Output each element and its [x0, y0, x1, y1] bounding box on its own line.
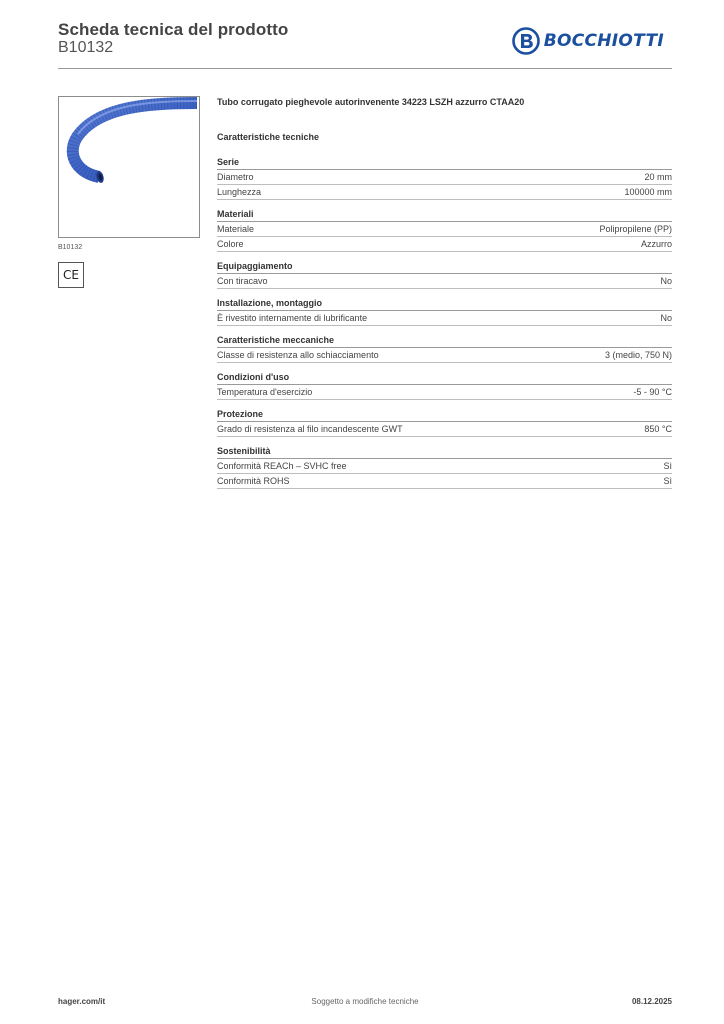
spec-label: Conformità REACh – SVHC free — [217, 461, 347, 471]
spec-row — [217, 311, 672, 326]
spec-group-title: Equipaggiamento — [217, 260, 672, 274]
spec-group — [217, 297, 672, 326]
spec-row — [217, 422, 672, 437]
footer-date: 08.12.2025 — [631, 997, 672, 1006]
spec-label: È rivestito internamente di lubrificante — [217, 313, 368, 323]
spec-row — [217, 274, 672, 289]
spec-content — [217, 94, 672, 489]
section-title: Caratteristiche tecniche — [217, 132, 320, 142]
image-caption: B10132 — [58, 244, 83, 251]
spec-row — [217, 185, 672, 200]
spec-value: -5 - 90 °C — [633, 387, 672, 397]
spec-label: Diametro — [217, 172, 254, 182]
spec-row — [217, 348, 672, 363]
spec-value: Azzurro — [640, 239, 672, 249]
spec-row — [217, 237, 672, 252]
spec-group-title: Protezione — [217, 408, 672, 422]
spec-label: Temperatura d'esercizio — [217, 387, 313, 397]
spec-group-title: Condizioni d'uso — [217, 371, 672, 385]
spec-row — [217, 385, 672, 400]
footer-site-link[interactable]: hager.com/it — [58, 997, 106, 1006]
spec-value: Sì — [663, 461, 672, 471]
spec-label: Grado di resistenza al filo incandescente GWT — [217, 424, 403, 434]
spec-value: No — [660, 313, 672, 323]
spec-value: 20 mm — [644, 172, 672, 182]
spec-label: Conformità ROHS — [217, 476, 290, 486]
spec-group-title: Serie — [217, 156, 672, 170]
spec-row — [217, 474, 672, 489]
spec-group — [217, 260, 672, 289]
spec-group — [217, 408, 672, 437]
spec-group-title: Sostenibilità — [217, 445, 672, 459]
spec-row — [217, 459, 672, 474]
brand-name: BOCCHIOTTI — [543, 31, 664, 51]
spec-group — [217, 445, 672, 489]
spec-label: Materiale — [217, 224, 255, 234]
spec-group-title: Caratteristiche meccaniche — [217, 334, 672, 348]
footer-note: Soggetto a modifiche tecniche — [311, 997, 419, 1006]
spec-label: Con tiracavo — [217, 276, 268, 286]
spec-row — [217, 222, 672, 237]
product-image — [58, 96, 200, 238]
document-title: Scheda tecnica del prodotto — [58, 20, 289, 39]
spec-label: Lunghezza — [217, 187, 262, 197]
spec-group — [217, 156, 672, 200]
spec-value: Polipropilene (PP) — [599, 224, 672, 234]
spec-value: 3 (medio, 750 N) — [604, 350, 672, 360]
spec-row — [217, 170, 672, 185]
spec-value: No — [660, 276, 672, 286]
product-code: B10132 — [58, 39, 114, 56]
spec-label: Classe di resistenza allo schiacciamento — [217, 350, 379, 360]
page-header — [58, 20, 672, 69]
bocchiotti-logo-icon — [512, 27, 540, 55]
corrugated-tube-icon — [59, 97, 199, 237]
spec-group-title: Materiali — [217, 208, 672, 222]
brand-logo — [512, 27, 664, 55]
spec-groups — [217, 156, 672, 489]
spec-group — [217, 208, 672, 252]
spec-value: 100000 mm — [624, 187, 672, 197]
product-name: Tubo corrugato pieghevole autorinvenente 34223 LSZH azzurro CTAA20 — [217, 97, 525, 107]
spec-group — [217, 334, 672, 363]
spec-value: 850 °C — [644, 424, 672, 434]
ce-mark-icon: CE — [58, 262, 84, 288]
spec-group — [217, 371, 672, 400]
spec-group-title: Installazione, montaggio — [217, 297, 672, 311]
spec-value: Sì — [663, 476, 672, 486]
spec-label: Colore — [217, 239, 244, 249]
